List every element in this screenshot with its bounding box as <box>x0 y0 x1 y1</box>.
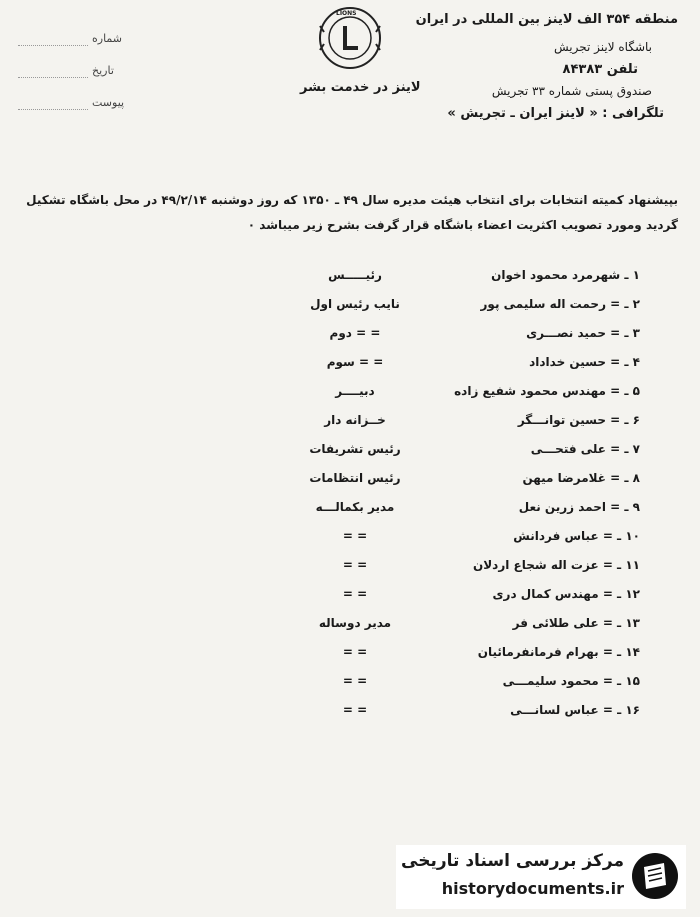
member-role: مدیر بکمالـــه <box>315 500 395 514</box>
field-date-label: تاریخ <box>92 64 114 77</box>
member-name: ۴ ـ = حسین خداداد <box>529 355 640 369</box>
member-name: ۷ ـ = علی فتحـــی <box>530 442 640 456</box>
member-role: رئیس انتظامات <box>309 471 401 485</box>
member-name: ۹ ـ = احمد زرین نعل <box>518 500 640 514</box>
member-name: ۱۱ ـ = عزت اله شجاع اردلان <box>472 558 640 572</box>
member-name: ۲ ـ = رحمت اله سلیمی پور <box>480 297 640 311</box>
field-date-line <box>18 76 88 78</box>
field-attachment-line <box>18 108 88 110</box>
header-region: منطقه ۳۵۴ الف لاینز بین المللی در ایران <box>415 12 678 27</box>
header-pobox: صندوق پستی شماره ۳۳ تجریش <box>491 84 652 98</box>
member-name: ۸ ـ = غلامرضا میهن <box>522 471 640 485</box>
footer-url: historydocuments.ir <box>441 879 624 898</box>
member-role: = = <box>342 558 368 572</box>
member-role: رئیـــــس <box>328 268 382 282</box>
member-name: ۳ ـ = حمید نصـــری <box>526 326 640 340</box>
member-role: = = <box>342 587 368 601</box>
member-role: = = <box>342 703 368 717</box>
footer-watermark <box>396 845 686 909</box>
member-name: ۶ ـ = حسین توانـــگر <box>517 413 640 427</box>
header-telegraph: تلگرافی : « لاینز ایران ـ تجریش » <box>447 106 664 121</box>
header-club: باشگاه لاینز تجریش <box>553 40 652 54</box>
member-role: = = دوم <box>329 326 381 340</box>
slogan: لاینز در خدمت بشر <box>300 80 421 95</box>
footer-title: مرکز بررسی اسناد تاریخی <box>401 851 624 871</box>
member-name: ۱۵ ـ = محمود سلیمـــی <box>502 674 640 688</box>
member-name: ۵ ـ = مهندس محمود شفیع زاده <box>454 384 640 398</box>
archive-logo-icon <box>630 851 680 901</box>
member-role: مدیر دوساله <box>318 616 392 630</box>
member-role: نایب رئیس اول <box>310 297 400 311</box>
header-phone: تلفن ۸۴۳۸۳ <box>562 62 638 77</box>
intro-paragraph: بپیشنهاد کمیته انتخابات برای انتخاب هیئت مدیره سال ۴۹ ـ ۱۳۵۰ که روز دوشنبه ۴۹/۲/۱۴ در محل باشگاه تشکیل گردید ومورد تصویب اکثریت اعضاء باشگاه قرار گرفت بشرح زیر میباشد ٠ <box>26 193 678 232</box>
member-name: ۱۲ ـ = مهندس کمال دری <box>492 587 640 601</box>
member-name: ۱۳ ـ = علی طلائی فر <box>512 616 640 630</box>
member-role: = = سوم <box>326 355 384 369</box>
member-name: ۱۴ ـ = بهرام فرمانفرمائیان <box>477 645 640 659</box>
member-role: = = <box>342 645 368 659</box>
field-number-label: شماره <box>92 32 123 45</box>
member-role: خــزانه دار <box>324 413 386 427</box>
field-number-line <box>18 44 88 46</box>
member-role: = = <box>342 674 368 688</box>
member-role: دبیــــر <box>335 384 375 398</box>
member-name: ۱۰ ـ = عباس فردانش <box>513 529 640 543</box>
logo-top-text: LIONS <box>336 10 357 17</box>
member-name: ۱ ـ شهرمرد محمود اخوان <box>491 268 640 282</box>
member-role: = = <box>342 529 368 543</box>
member-role: رئیس تشریفات <box>309 442 401 456</box>
field-attachment-label: پیوست <box>92 96 125 109</box>
member-name: ۱۶ ـ = عباس لسانـــی <box>510 703 640 717</box>
